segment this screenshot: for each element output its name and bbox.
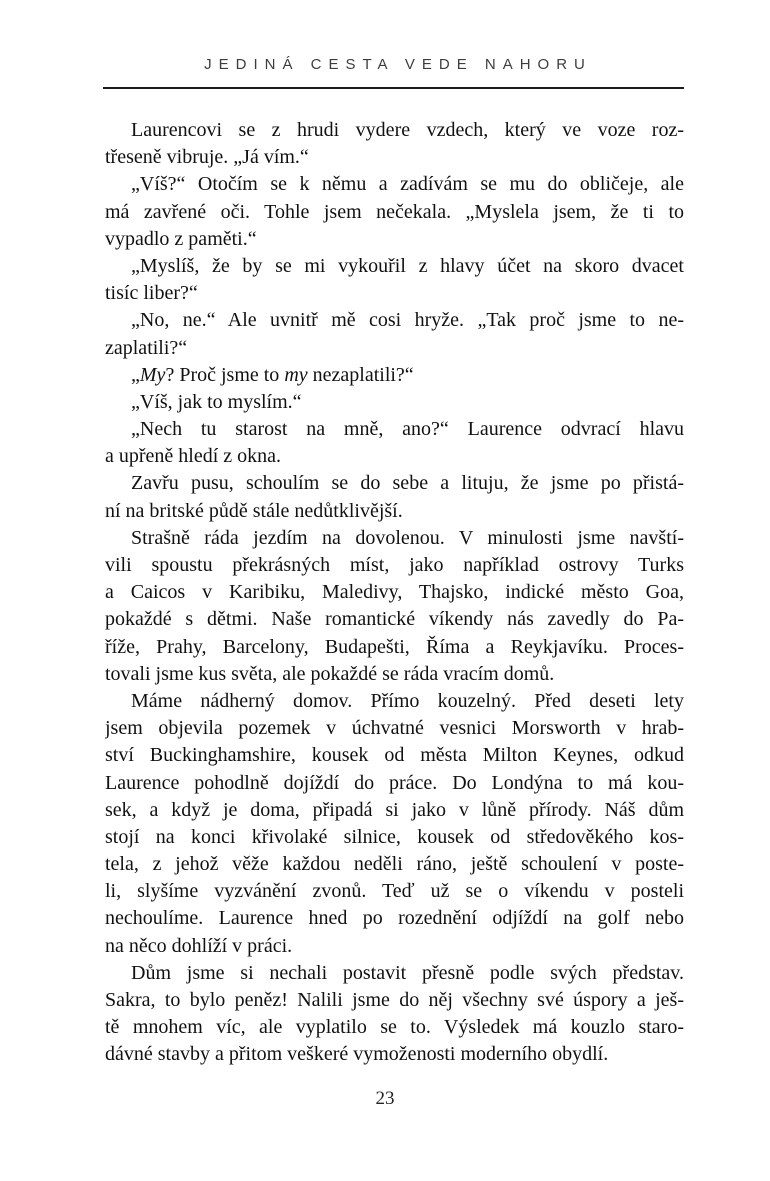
text-line: vili spoustu překrásných míst, jako například ostrovy Turks <box>105 554 684 576</box>
text-line: na něco dohlíží v práci. <box>105 934 293 957</box>
text-line: li, slyšíme vyzvánění zvonů. Teď už se o víkendu v posteli <box>105 880 684 903</box>
text-line: tisíc liber?“ <box>105 282 198 305</box>
paragraph <box>105 688 684 960</box>
paragraph <box>105 117 684 171</box>
text-line: Máme nádherný domov. Přímo kouzelný. Před deseti lety <box>131 689 684 712</box>
text-line: a upřeně hledí z okna. <box>105 445 282 468</box>
text-line: „My? Proč jsme to my nezaplatili?“ <box>131 363 414 386</box>
text-line: „Myslíš, že by se mi vykouřil z hlavy účet na skoro dvacet <box>131 254 684 277</box>
text-line: ství Buckinghamshire, kousek od města Milton Keynes, odkud <box>105 744 684 767</box>
paragraph <box>105 525 684 688</box>
text-line: Dům jsme si nechali postavit přesně podle svých představ. <box>131 961 684 984</box>
text-line: tě mnohem víc, ale vyplatilo se to. Výsledek má kouzlo staro- <box>105 1016 684 1039</box>
text-line: ní na britské půdě stále nedůtklivější. <box>105 499 403 522</box>
paragraph <box>105 416 684 470</box>
paragraph <box>105 362 684 389</box>
paragraph <box>105 253 684 307</box>
text-line: stojí na konci křivolaké silnice, kousek od středověkého kos- <box>105 825 684 848</box>
text-line: říže, Prahy, Barcelony, Budapešti, Říma a Reykjavíku. Proces- <box>105 635 684 658</box>
text-line: tela, z jehož věže každou neděli ráno, ještě schoulení v poste- <box>105 853 684 876</box>
text-line: Sakra, to bylo peněz! Nalili jsme do něj všechny své úspory a ješ- <box>105 989 684 1011</box>
paragraph <box>105 307 684 361</box>
text-line: Zavřu pusu, schoulím se do sebe a lituju, že jsme po přistá- <box>131 472 684 495</box>
paragraph <box>105 171 684 253</box>
paragraph <box>105 470 684 524</box>
text-line: jsem objevila pozemek v úchvatné vesnici Morsworth v hrab- <box>105 717 684 740</box>
text-line: sek, a když je doma, připadá si jako v lůně přírody. Náš dům <box>105 798 684 821</box>
text-line: „No, ne.“ Ale uvnitř mě cosi hryže. „Tak proč jsme to ne- <box>131 309 684 332</box>
text-line: třeseně vibruje. „Já vím.“ <box>105 146 309 169</box>
text-line: pokaždé s dětmi. Naše romantické víkendy nás zavedly do Pa- <box>105 608 684 631</box>
header-rule <box>103 87 684 89</box>
text-line: a Caicos v Karibiku, Maledivy, Thajsko, indické město Goa, <box>105 581 684 604</box>
text-line: zaplatili?“ <box>105 336 188 359</box>
text-line: nechoulíme. Laurence hned po rozednění odjíždí na golf nebo <box>105 907 684 930</box>
text-line: „Nech tu starost na mně, ano?“ Laurence odvrací hlavu <box>131 418 684 441</box>
paragraph <box>105 960 684 1069</box>
text-line: tovali jsme kus světa, ale pokaždé se ráda vracím domů. <box>105 662 555 685</box>
text-line: „Víš, jak to myslím.“ <box>131 390 302 413</box>
running-header: JEDINÁ CESTA VEDE NAHORU <box>204 56 592 73</box>
text-line: dávné stavby a přitom veškeré vymoženosti moderního obydlí. <box>105 1043 609 1066</box>
text-line: Laurence pohodlně dojíždí do práce. Do Londýna to má kou- <box>105 771 684 794</box>
text-line: Strašně ráda jezdím na dovolenou. V minulosti jsme navští- <box>131 526 684 549</box>
page-number: 23 <box>375 1088 395 1109</box>
text-line: Laurencovi se z hrudi vydere vzdech, který ve voze roz- <box>131 119 684 141</box>
paragraph <box>105 389 684 416</box>
text-line: má zavřené oči. Tohle jsem nečekala. „Myslela jsem, že ti to <box>105 200 684 223</box>
text-line: vypadlo z paměti.“ <box>105 227 257 250</box>
body-text <box>105 117 684 1069</box>
text-line: „Víš?“ Otočím se k němu a zadívám se mu do obličeje, ale <box>131 173 684 196</box>
